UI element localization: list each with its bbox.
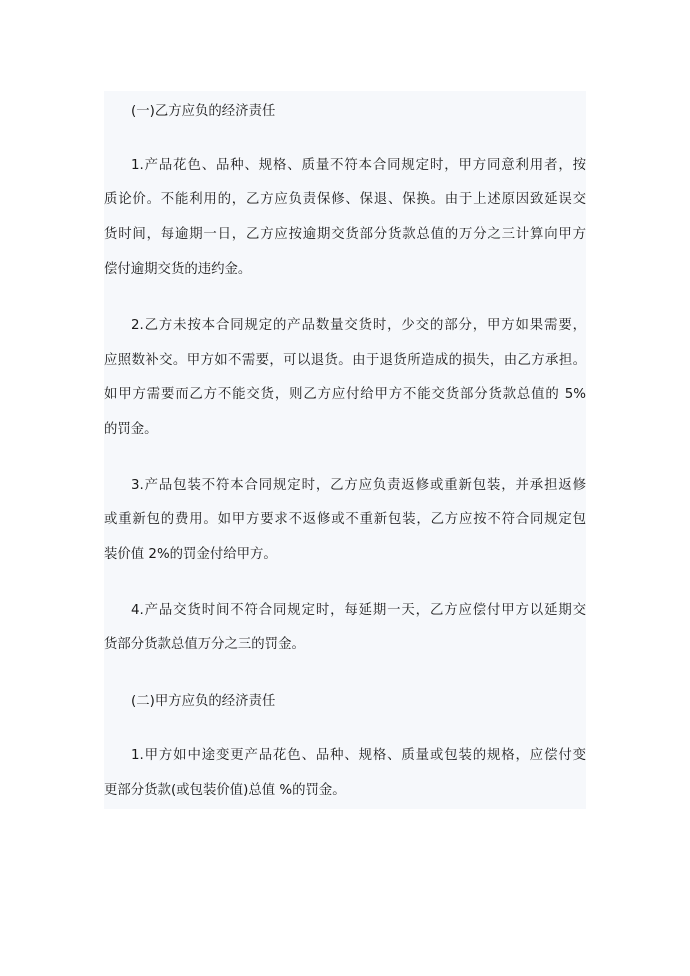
- clause-3-line-2: 或重新包的费用。如甲方要求不返修或不重新包装，乙方应按不符合同规定包: [104, 512, 586, 527]
- clause-1-line-4: 偿付逾期交货的违约金。: [104, 262, 252, 277]
- clause-1-line-2: 质论价。不能利用的，乙方应负责保修、保退、保换。由于上述原因致延误交: [104, 192, 586, 207]
- clause-2-line-2: 应照数补交。甲方如不需要，可以退货。由于退货所造成的损失，由乙方承担。: [104, 353, 586, 368]
- clause-4-line-1: 4.产品交货时间不符合同规定时，每延期一天，乙方应偿付甲方以延期交: [131, 603, 586, 618]
- clause-4-line-2: 货部分货款总值万分之三的罚金。: [104, 637, 305, 652]
- clause-b1-line-1: 1.甲方如中途变更产品花色、品种、规格、质量或包装的规格，应偿付变: [131, 748, 586, 763]
- clause-2-line-1: 2.乙方未按本合同规定的产品数量交货时，少交的部分，甲方如果需要，: [131, 318, 586, 333]
- clause-1-line-3: 货时间，每逾期一日，乙方应按逾期交货部分货款总值的万分之三计算向甲方: [104, 227, 586, 242]
- clause-2-line-3: 如甲方需要而乙方不能交货，则乙方应付给甲方不能交货部分货款总值的 5%: [104, 387, 586, 402]
- section-a-heading: (一)乙方应负的经济责任: [131, 104, 276, 119]
- clause-2-line-4: 的罚金。: [104, 422, 158, 437]
- document-page: [104, 91, 586, 809]
- clause-b1-line-2: 更部分货款(或包装价值)总值 %的罚金。: [104, 783, 346, 798]
- clause-1-line-1: 1.产品花色、品种、规格、质量不符本合同规定时，甲方同意利用者，按: [131, 158, 586, 173]
- clause-3-line-1: 3.产品包装不符本合同规定时，乙方应负责返修或重新包装，并承担返修: [131, 478, 586, 493]
- section-b-heading: (二)甲方应负的经济责任: [131, 694, 276, 709]
- clause-3-line-3: 装价值 2%的罚金付给甲方。: [104, 547, 277, 562]
